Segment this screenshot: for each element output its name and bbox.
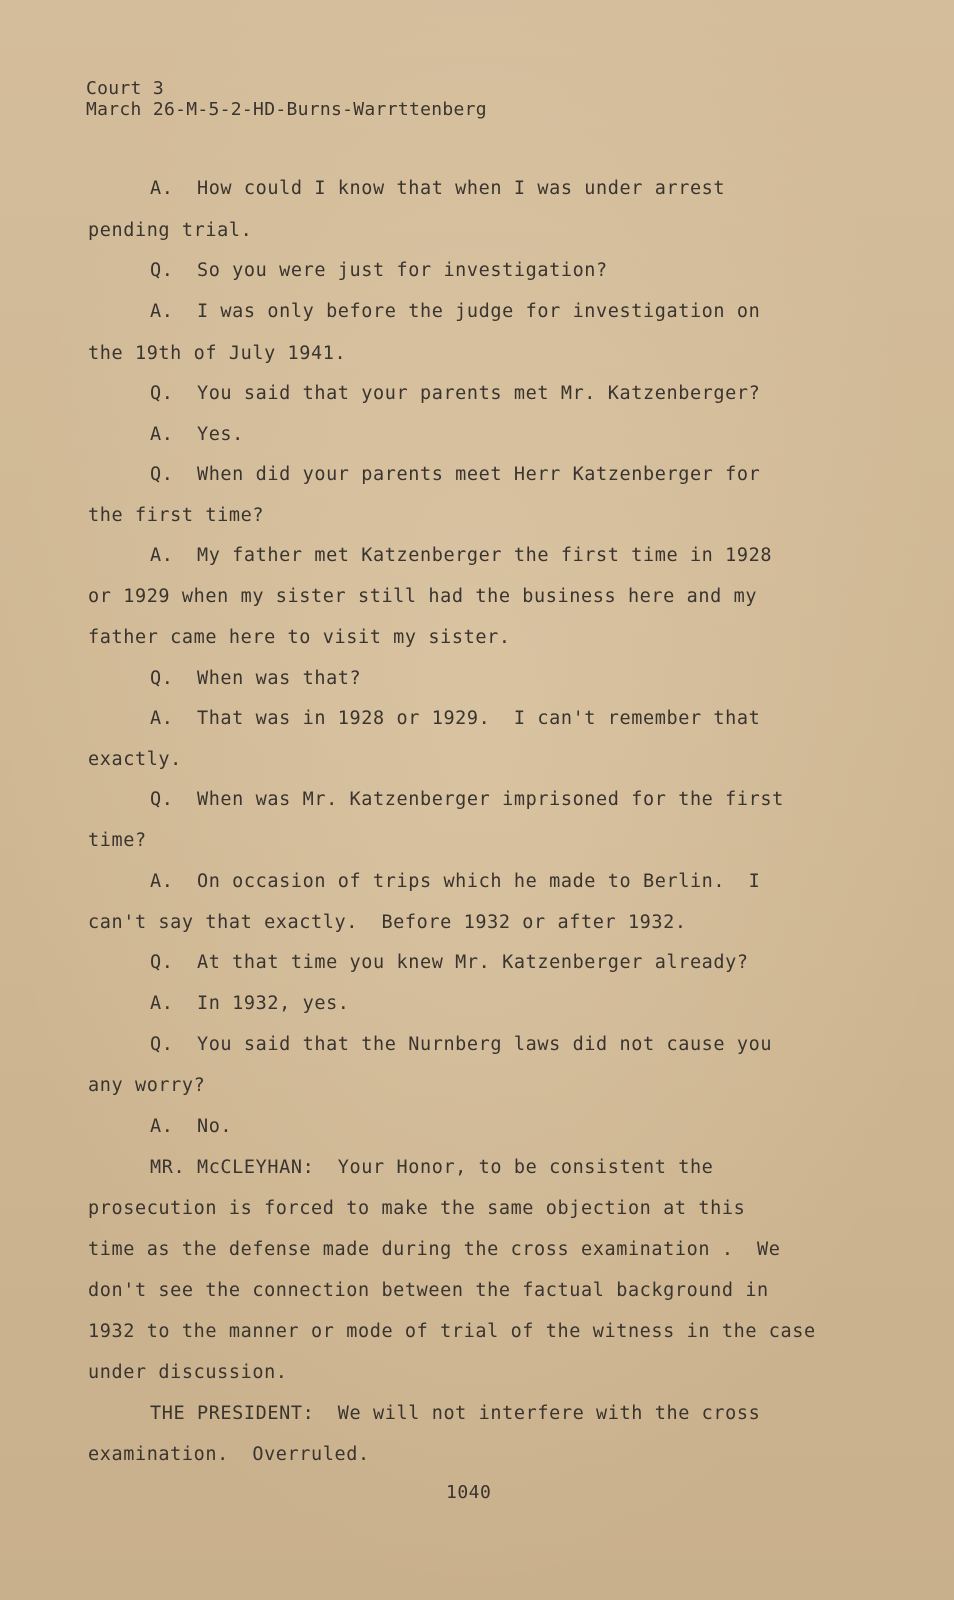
transcript-line: prosecution is forced to make the same objection at this	[88, 1198, 746, 1219]
transcript-line: father came here to visit my sister.	[88, 627, 511, 648]
transcript-line: time?	[88, 830, 147, 851]
transcript-line: can't say that exactly. Before 1932 or after 1932.	[88, 912, 687, 933]
transcript-line: THE PRESIDENT: We will not interfere with the cross	[150, 1403, 761, 1424]
transcript-line: the 19th of July 1941.	[88, 343, 347, 364]
transcript-line: Q. When was Mr. Katzenberger imprisoned for the first	[150, 789, 784, 810]
transcript-line: A. In 1932, yes.	[150, 993, 350, 1014]
transcript-line: 1932 to the manner or mode of trial of the witness in the case	[88, 1321, 816, 1342]
transcript-line: the first time?	[88, 505, 265, 526]
transcript-line: A. On occasion of trips which he made to Berlin. I	[150, 871, 761, 892]
document-header	[86, 78, 487, 120]
transcript-line: any worry?	[88, 1075, 206, 1096]
transcript-line: under discussion.	[88, 1362, 288, 1383]
transcript-line: don't see the connection between the factual background in	[88, 1280, 769, 1301]
transcript-line: MR. McCLEYHAN: Your Honor, to be consistent the	[150, 1157, 714, 1178]
transcript-line: A. I was only before the judge for investigation on	[150, 301, 761, 322]
transcript-line: A. No.	[150, 1116, 233, 1137]
court-label: Court 3	[86, 78, 164, 99]
transcript-line: Q. You said that the Nurnberg laws did not cause you	[150, 1034, 773, 1055]
transcript-line: Q. At that time you knew Mr. Katzenberger already?	[150, 952, 749, 973]
transcript-line: Q. You said that your parents met Mr. Katzenberger?	[150, 383, 761, 404]
transcript-line: A. That was in 1928 or 1929. I can't remember that	[150, 708, 761, 729]
transcript-line: A. My father met Katzenberger the first time in 1928	[150, 545, 773, 566]
transcript-line: A. Yes.	[150, 424, 244, 445]
transcript-line: time as the defense made during the cross examination . We	[88, 1239, 781, 1260]
case-reference: March 26-M-5-2-HD-Burns-Warrttenberg	[86, 99, 487, 120]
transcript-line: pending trial.	[88, 220, 253, 241]
transcript-line: Q. When was that?	[150, 668, 362, 689]
transcript-line: or 1929 when my sister still had the business here and my	[88, 586, 758, 607]
page-number: 1040	[446, 1482, 492, 1503]
transcript-line: exactly.	[88, 749, 182, 770]
transcript-line: examination. Overruled.	[88, 1444, 370, 1465]
transcript-line: Q. When did your parents meet Herr Katzenberger for	[150, 464, 761, 485]
transcript-line: Q. So you were just for investigation?	[150, 260, 608, 281]
transcript-line: A. How could I know that when I was under arrest	[150, 178, 726, 199]
